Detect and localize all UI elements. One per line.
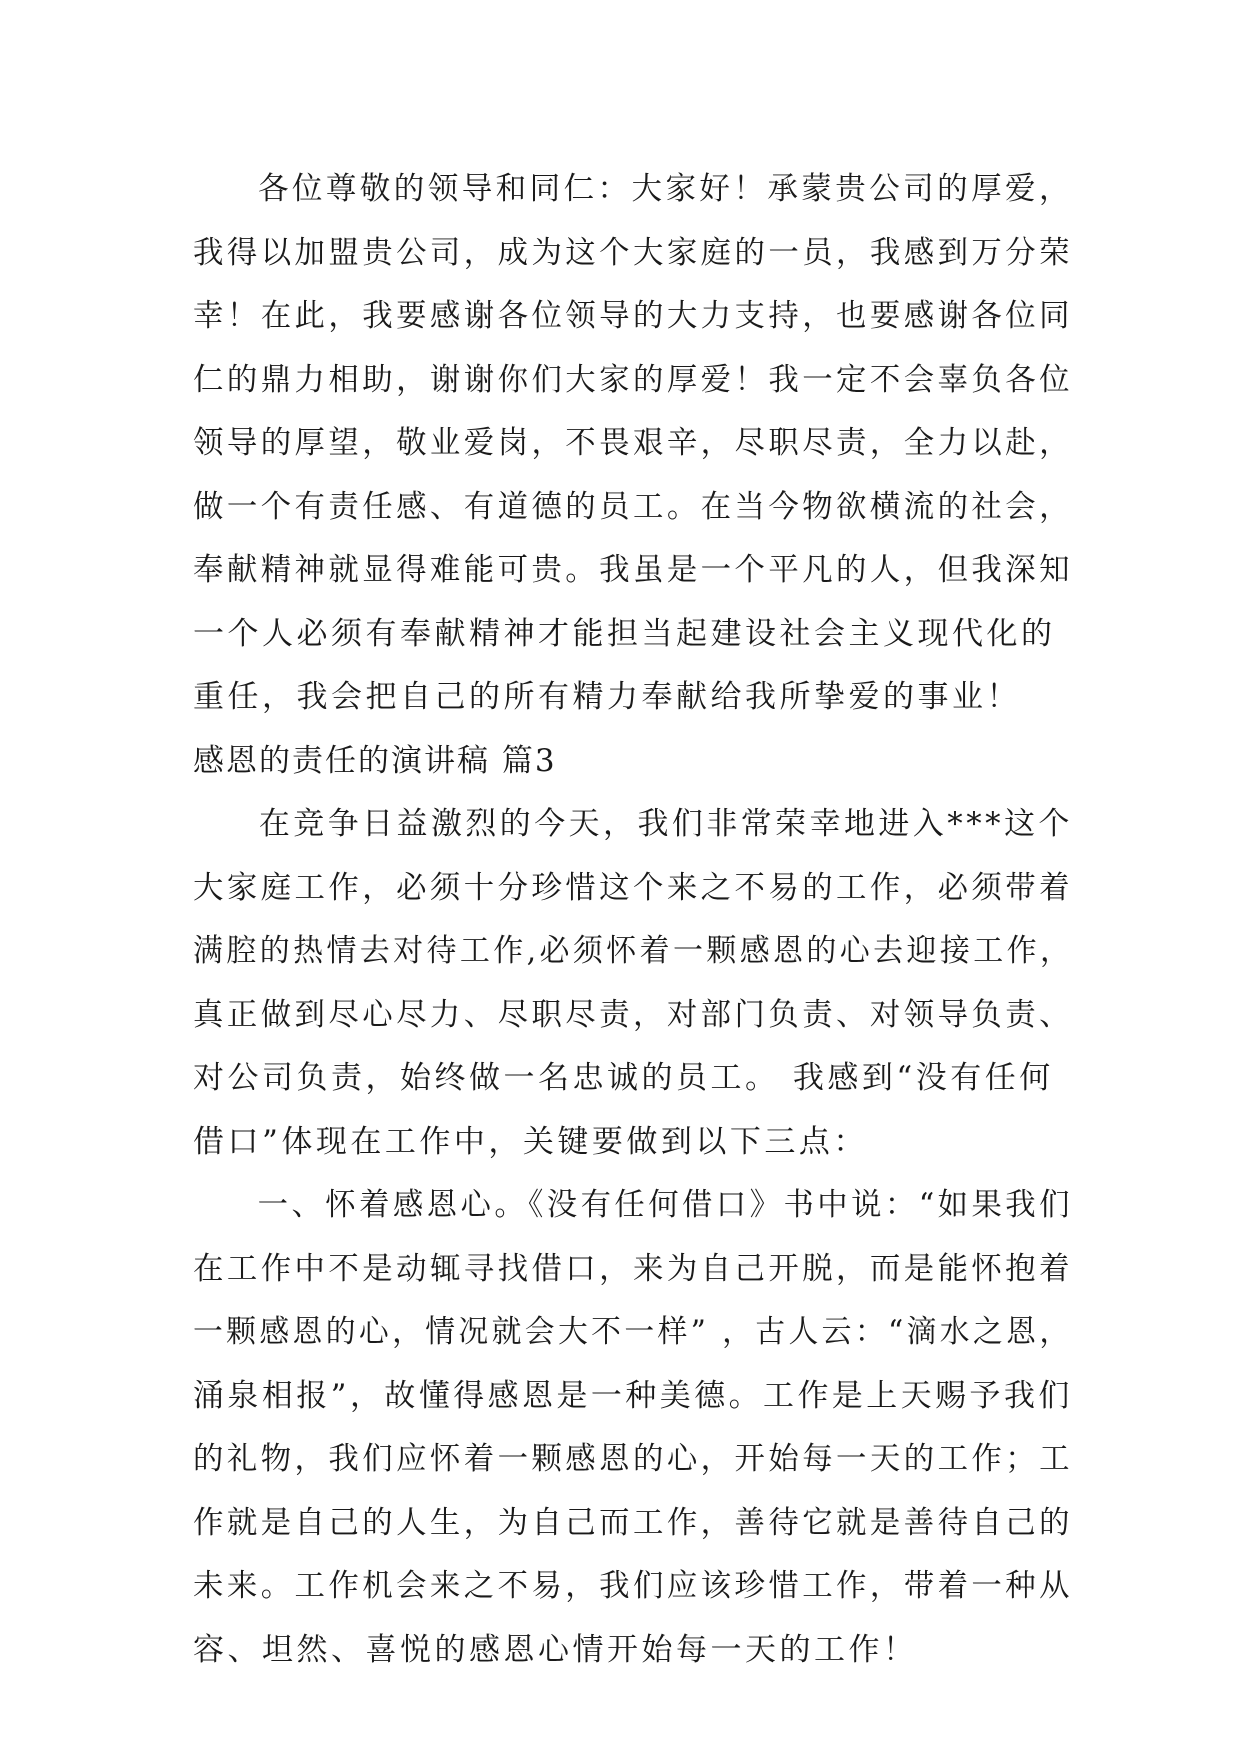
paragraph-line: 未来。工作机会来之不易，我们应该珍惜工作，带着一种从: [193, 1568, 1073, 1604]
paragraph-3: [193, 1174, 1073, 1682]
paragraph-line: 的礼物，我们应怀着一颗感恩的心，开始每一天的工作；工: [193, 1441, 1073, 1477]
paragraph-line: 幸！在此，我要感谢各位领导的大力支持，也要感谢各位同: [193, 298, 1073, 334]
paragraph-line: 作就是自己的人生，为自己而工作，善待它就是善待自己的: [193, 1504, 1073, 1541]
paragraph-line: 重任，我会把自己的所有精力奉献给我所挚爱的事业！: [193, 679, 1021, 715]
paragraph-line: 借口”体现在工作中，关键要做到以下三点：: [193, 1123, 868, 1160]
paragraph-2: [193, 793, 1073, 1174]
paragraph-line: 在竞争日益激烈的今天，我们非常荣幸地进入***这个: [258, 806, 1073, 842]
paragraph-line: 做一个有责任感、有道德的员工。在当今物欲横流的社会，: [193, 488, 1073, 525]
paragraph-line: 容、坦然、喜悦的感恩心情开始每一天的工作！: [193, 1631, 918, 1668]
paragraph-line: 满腔的热情去对待工作,必须怀着一颗感恩的心去迎接工作，: [193, 933, 1074, 969]
document-body: [193, 158, 1073, 1682]
paragraph-1: [193, 158, 1073, 730]
paragraph-line: 奉献精神就显得难能可贵。我虽是一个平凡的人，但我深知: [193, 552, 1073, 588]
paragraph-line: 真正做到尽心尽力、尽职尽责，对部门负责、对领导负责、: [193, 996, 1073, 1033]
paragraph-line: 仁的鼎力相助，谢谢你们大家的厚爱！我一定不会辜负各位: [193, 361, 1073, 398]
paragraph-line: 对公司负责，始终做一名忠诚的员工。 我感到“没有任何: [193, 1060, 1054, 1096]
paragraph-line: 领导的厚望，敬业爱岗，不畏艰辛，尽职尽责，全力以赴，: [193, 425, 1073, 461]
paragraph-line: 一、怀着感恩心。《没有任何借口》书中说：“如果我们: [257, 1187, 1073, 1223]
paragraph-line: 在工作中不是动辄寻找借口，来为自己开脱，而是能怀抱着: [193, 1250, 1073, 1287]
section-heading: 感恩的责任的演讲稿 篇3: [193, 742, 557, 779]
paragraph-line: 各位尊敬的领导和同仁：大家好！承蒙贵公司的厚爱，: [257, 171, 1073, 207]
paragraph-line: 大家庭工作，必须十分珍惜这个来之不易的工作，必须带着: [193, 869, 1073, 906]
paragraph-line: 一个人必须有奉献精神才能担当起建设社会主义现代化的: [193, 615, 1056, 652]
paragraph-line: 涌泉相报”，故懂得感恩是一种美德。工作是上天赐予我们: [193, 1377, 1073, 1414]
paragraph-line: 一颗感恩的心，情况就会大不一样” ，古人云：“滴水之恩，: [193, 1314, 1073, 1350]
paragraph-line: 我得以加盟贵公司，成为这个大家庭的一员，我感到万分荣: [193, 234, 1073, 271]
